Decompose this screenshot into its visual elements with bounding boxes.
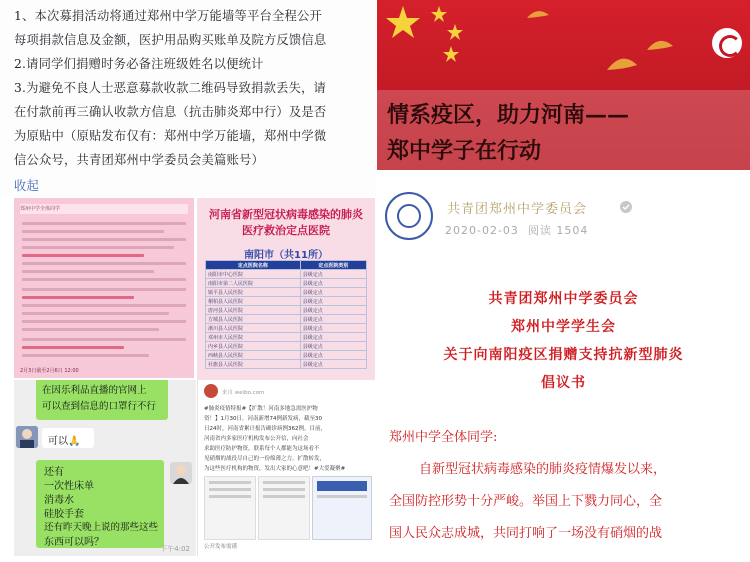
note-line-3: 2.请同学们捐赠时务必备注班级姓名以便统计 [14,57,264,71]
chat-reply-bubble [42,428,94,448]
hospital-type: 县级定点 [300,315,366,324]
chat-screenshot [14,380,196,556]
hospital-name: 社旗县人民医院 [206,360,301,369]
hospital-name: 桐柏县人民医院 [206,297,301,306]
weibo-image-3[interactable] [312,476,372,540]
weibo-line-4: 河南省内多家医疗机构发布公开信，向社会 [204,436,309,442]
salutation: 郑州中学全体同学: [389,430,498,445]
table-row [206,306,367,315]
hospital-type: 县级定点 [300,279,366,288]
note-line-4: 3.为避免不良人士恶意募款收款二维码导致捐款丢失，请 [14,81,327,95]
weibo-line-2: 资！】1月30日，河南新增74例新发病，截至30 [204,416,322,422]
note-line-7: 信公众号，共青团郑州中学委员会美篇账号） [14,153,264,167]
weibo-source: 来自 weibo.com [222,390,265,396]
chat-list-item: 一次性床单 [44,481,94,492]
hospital-type: 县级定点 [300,306,366,315]
table-row [206,333,367,342]
read-count: 阅读 1504 [527,224,589,237]
heading-line-1: 共青团郑州中学委员会 [488,291,639,307]
donation-note [0,0,376,196]
weibo-line-5: 求助医疗防护物资，联系每个人都能为这场看不 [204,446,320,452]
table-row [206,270,367,279]
col-type-header: 定点医院类别 [300,261,366,270]
chat-list-item: 东西可以吗？ [44,537,104,548]
chat-list-item: 消毒水 [44,495,74,506]
hospital-type: 县级定点 [300,297,366,306]
table-row [206,360,367,369]
hospital-name: 唐河县人民医院 [206,306,301,315]
weibo-post-screenshot [197,380,376,556]
avatar[interactable] [16,426,38,448]
collapse-link[interactable]: 收起 [14,179,39,193]
table-row [206,315,367,324]
weibo-image-2[interactable] [258,476,310,540]
chat-list-bubble [36,460,164,548]
hospital-type: 县级定点 [300,360,366,369]
chat-list-item: 还有昨天晚上说的那些这些 [44,522,159,533]
hospital-name: 方城县人民医院 [206,315,301,324]
weibo-line-1: #肺炎疫情特报#【扩散！河南多地急需医护物 [204,406,318,412]
hospital-type: 县级定点 [300,351,366,360]
body-line-1: 自新型冠状病毒感染的肺炎疫情爆发以来， [419,462,667,477]
note-line-6: 为原贴中（原贴发布仅有：郑州中学万能墙，郑州中学微 [14,129,327,143]
chat-list-item: 硅胶手套 [44,509,84,520]
donation-notice-screenshot [14,198,194,378]
hospital-type: 县级定点 [300,288,366,297]
chat-time: 下午4:02 [160,545,190,553]
table-row [206,297,367,306]
hospital-type: 县级定点 [300,333,366,342]
heading-line-2: 郑州中学学生会 [511,319,616,335]
hospital-title-line-1: 河南省新型冠状病毒感染的肺炎 [209,208,363,221]
banner-logo-icon [712,28,742,58]
heading-line-4: 倡议书 [541,375,586,391]
notice-footer: 2月3日截至2月6日 12:00 [20,368,79,374]
notice-header: 郑州中学全体同学 [20,206,61,212]
weibo-footer: 公开发布需谨 [204,544,238,550]
hospital-name: 西峡县人民医院 [206,351,301,360]
hospital-name: 邓州市人民医院 [206,333,301,342]
chat-reply-text: 可以🙏 [48,436,81,447]
hospital-table [205,260,367,369]
hospital-name: 淅川县人民医院 [206,324,301,333]
table-row [206,279,367,288]
table-row [206,351,367,360]
hospital-table-header [206,261,367,270]
verified-icon [619,200,633,214]
hospital-type: 县级定点 [300,270,366,279]
body-line-2: 全国防控形势十分严峻。举国上下戮力同心，全 [389,494,663,509]
weibo-line-7: 为这些医疗机构的物资，发出大家的心意吧！#大爱凝聚# [204,466,346,472]
banner-title-line-2: 郑中学子在行动 [387,138,542,164]
body-line-3: 国人民众志成城，共同打响了一场没有硝烟的战 [389,526,663,541]
hospital-list-image [197,198,375,380]
publish-date: 2020-02-03 [445,224,519,237]
avatar-self[interactable] [170,462,192,484]
person-avatar-icon [170,462,192,484]
article-author[interactable]: 共青团郑州中学委员会 [447,202,588,217]
chat-bubble-top [36,380,168,420]
banner-title-line-1: 情系疫区，助力河南—— [387,102,630,128]
table-row [206,288,367,297]
hospital-name: 南阳市第二人民医院 [206,279,301,288]
note-line-1: 1、本次募捐活动将通过郑州中学万能墙等平台全程公开 [14,9,322,23]
weibo-avatar[interactable] [204,384,218,398]
hospital-type: 县级定点 [300,324,366,333]
article-body [377,170,750,562]
article-date [445,222,588,238]
hospital-name: 内乡县人民医院 [206,342,301,351]
weibo-line-6: 见硝烟的战役尽自己的一份绵薄之力。扩散转发， [204,456,326,462]
heading-line-3: 关于向南阳疫区捐赠支持抗新型肺炎 [443,347,684,363]
col-name-header: 定点医院名称 [206,261,301,270]
chat-list-item: 还有 [44,467,64,478]
person-avatar-icon [16,426,38,448]
weibo-line-3: 日24时，河南省累计报告确诊病例362例。目前， [204,426,326,432]
table-row [206,342,367,351]
table-row [206,324,367,333]
hospital-name: 南阳市中心医院 [206,270,301,279]
hospital-city: 南阳市（共11所） [244,250,328,261]
weibo-image-1[interactable] [204,476,256,540]
hospital-type: 县级定点 [300,342,366,351]
hospital-title-line-2: 医疗救治定点医院 [242,224,330,237]
school-seal-icon [385,192,433,240]
note-line-2: 每项捐款信息及金额，医护用品购买账单及院方反馈信息 [14,33,327,47]
chat-top-text-1: 在因乐利品直播的官网上 [42,385,147,396]
chat-top-text-2: 可以查到信息的口罩行不行 [42,401,157,412]
article-banner [377,0,750,170]
note-line-5: 在付款前再三确认收款方信息（抗击肺炎郑中行）及是否 [14,105,327,119]
hospital-name: 镇平县人民医院 [206,288,301,297]
